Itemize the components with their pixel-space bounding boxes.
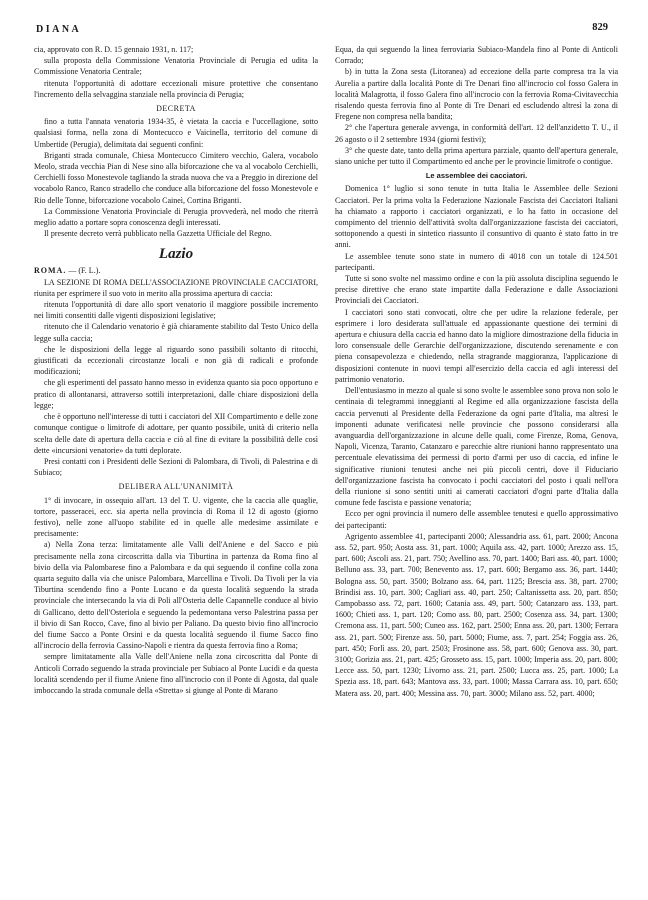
paragraph: ritenuto che il Calendario venatorio è già chiaramente stabilito dal Testo Unico della legge sulla caccia; bbox=[34, 322, 318, 343]
paragraph: 1° di invocare, in ossequio all'art. 13 del T. U. vigente, che la caccia alle quaglie, tortore, passeracei, ecc. sia aperta nella provincia di Roma il 12 di agosto (giorno festivo), nelle zone all'uopo stabilite ed in quelle alle medesime assimilate e precisamente: bbox=[34, 495, 318, 539]
paragraph: sulla proposta della Commissione Venatoria Provinciale di Perugia ed udita la Commissione Venatoria Centrale; bbox=[34, 56, 318, 77]
paragraph: ritenuta l'opportunità di dare allo sport venatorio il maggiore possibile incremento nei limiti consentiti dalle vigenti disposizioni legislative; bbox=[34, 300, 318, 321]
paragraph: I cacciatori sono stati convocati, oltre che per udire la relazione federale, per esprimere i loro desiderata sull'attuale ed appassionante questione dei termini di apertura e chiusura della caccia ed hanno dato la migliore dimostrazione della fiducia in loro consensuale delle Gerarchie dell'organizzazione, discutendo serenamente e con piena consapevolezza e chiedendo, nella stragrande maggioranza, l'applicazione di disposizioni contenute in nuovi tempi all'esercizio della caccia ed agli interessi del patrimonio venatorio. bbox=[335, 307, 618, 384]
paragraph: LA SEZIONE DI ROMA DELL'ASSOCIAZIONE PROVINCIALE CACCIATORI, riunita per esprimere il suo voto in merito alla prossima apertura di caccia: bbox=[34, 277, 318, 298]
paragraph: Presi contatti con i Presidenti delle Sezioni di Palombara, di Tivoli, di Palestrina e di Subiaco; bbox=[34, 456, 318, 478]
paragraph: cia, approvato con R. D. 15 gennaio 1931, n. 117; bbox=[34, 45, 194, 54]
paragraph: a) Nella Zona terza: limitatamente alle Valli dell'Aniene e del Sacco e più precisamente nella zona circoscritta dalla via Tiburtina in partenza da Roma fino al bivio della via Palombarese fino a Palombara e da qui seguendo il confine colla zona quarta seguito dalla via che unisce Palombara, Marcellina e Tivoli. Da Tivoli per la via Tiburtina scendendo fino a Ponte Lucano e da questa località seguendo la strada provinciale che intersecando la via di Poli all'Osteria delle Capannelle conduce al bivio di Gallicano, detto dell'Osteriola e seguendo la pedemontana verso Palestrina passa per il bivio di San Rocco, Cave, fino al bivio per Paliano. Da questo bivio fino all'incrocio del fiume Sacco a Ponte Orsini e da questa località seguendo il fiume Sacco fino all'incrocio della ferrovia Cassino-Napoli e rientra da questa ferrovia fino a Roma; bbox=[34, 540, 318, 651]
paragraph: che è opportuno nell'interesse di tutti i cacciatori del XII Compartimento e delle zone comunque contigue o limitrofe di adottare, per quanto possibile, unità di criterio nella scelta delle date di apertura della caccia e ciò al fine di evitare la possibilità delle così dette «incursioni venatorie» da tutti deplorate. bbox=[34, 412, 318, 455]
page-number: 829 bbox=[592, 22, 608, 33]
right-column bbox=[335, 44, 618, 896]
paragraph: Tutte si sono svolte nel massimo ordine e con la più assoluta disciplina seguendo le precise direttive che erano state impartite dalla Federazione e dalle Associazioni Provinciali dei Cacciatori. bbox=[335, 274, 618, 306]
paragraph: 2° che l'apertura generale avvenga, in conformità dell'art. 12 dell'anzidetto T. U., il 26 agosto o il 2 settembre 1934 (giorni festivi); bbox=[335, 123, 618, 144]
place-source: — (F. L.). bbox=[66, 266, 101, 276]
place-line bbox=[34, 265, 318, 276]
paragraph: ritenuta l'opportunità di adottare eccezionali misure protettive che consentano l'incremento della selvaggina stanziale nella provincia di Perugia; bbox=[34, 78, 318, 99]
paragraph: che le disposizioni della legge al riguardo sono passibili soltanto di ritocchi, giustificati da eccezionali circostanze locali e non già di radicali e profonde modificazioni; bbox=[34, 344, 318, 377]
paragraph: Briganti strada comunale, Chiesa Montecucco Cimitero vecchio, Galera, vocabolo Meolo, strada vecchia Pian di Nese sino alla biforcazione che va al vocabolo Cerchielli, Cerchielli fosso Monestevole tagliando la strada nuova che va a Preggio in direzione del vocabolo Ranco, Ranco stradello che conduce alla biforcazione del fosso Monestevole e Rio delle Tonne, biforcazione vocabolo Caineì, Cortina Briganti. bbox=[34, 150, 318, 205]
paragraph: Dell'entusiasmo in mezzo al quale si sono svolte le assemblee sono prova non solo le centinaia di telegrammi inneggianti al Regime ed alla organizzazione fascista della caccia pervenuti al Presidente della Federazione da ogni parte d'Italia, ma altresì le imponenti adunate verificatesi nelle provincie che possono considerarsi alla avanguardia dell'organizzazione in alcune delle quali, come Firenze, Roma, Genova, Napoli, Vicenza, Taranto, Catanzaro e parecchie altre riunioni hanno rappresentato una percentuale elevatissima dei permessi di porto d'armi per uso di caccia, ed infine le significative riunioni tenutesi anche nei più piccoli centri, dove il Fiduciario dell'organizzazione fascista ha convocato i pochi cacciatori del posto i quali nell'ora della riunione si sono sentiti uniti ai camerati cacciatori d'ogni parte d'Italia dalla comune fede fascista e passione venatoria; bbox=[335, 386, 618, 508]
article-heading: Le assemblee dei cacciatori. bbox=[425, 171, 528, 181]
section-heading: DECRETA bbox=[156, 104, 196, 114]
running-head-title: DIANA bbox=[36, 24, 82, 35]
paragraph: Domenica 1° luglio si sono tenute in tutta Italia le Assemblee delle Sezioni Cacciatori. Per la prima volta la Federazione Nazionale Fascista dei Cacciatori Italiani ha chiamato a rapporto i cacciatori organizzati, e lo ha fatto in occasione del compimento del triennio dell'attività svolta dall'organizzazione fascista dei cacciatori, sottoponendo a questi in sintetico riassunto il consuntivo di quanto è stato fatto in tre anni. bbox=[335, 184, 618, 250]
paragraph: Le assemblee tenute sono state in numero di 4018 con un totale di 124.501 partecipanti. bbox=[335, 251, 618, 272]
paragraph: fino a tutta l'annata venatoria 1934-35, è vietata la caccia e l'uccellagione, sotto qualsiasi forma, nella zona di Montecucco e Vaicinella, territorio del comune di Umbertide (Perugia), delimitata dai seguenti confini: bbox=[34, 117, 318, 149]
place-name: ROMA. bbox=[34, 266, 67, 276]
paragraph: Il presente decreto verrà pubblicato nella Gazzetta Ufficiale del Regno. bbox=[44, 229, 272, 239]
left-column bbox=[34, 44, 318, 896]
paragraph: La Commissione Venatoria Provinciale di Perugia provvederà, nel modo che riterrà meglio adatto a portare sopra conoscenza degli interessati. bbox=[34, 206, 318, 228]
region-heading: Lazio bbox=[158, 246, 194, 263]
paragraph: sempre limitatamente alla Valle dell'Aniene nella zona circoscritta dal Ponte di Anticoli Corrado seguendo la strada provinciale per Subiaco al Ponte Lucidi e da questa località scendendo per il fiume Aniene fino all'incrocio con il Ponte di Agosta, dal quale imboccando la strada comunale della «Stretta» si giunge al Ponte di Marano bbox=[34, 652, 318, 695]
paragraph: 3° che queste date, tanto della prima apertura parziale, quanto dell'apertura generale, siano uniche per tutto il Compartimento ed anche per le provincie limitrofe o contigue. bbox=[335, 145, 618, 167]
section-heading: DELIBERA ALL'UNANIMITÀ bbox=[118, 482, 234, 492]
paragraph: b) in tutta la Zona sesta (Litoranea) ad eccezione della parte compresa tra la via Aurelia a partire dalla località Ponte di Tre Denari fino all'incrocio col fosso Galera in località Malagrotta, il fosso Galera fino all'incrocio con la ferrovia Roma-Civitavecchia risalendo questa ferrovia fino al Ponte di Tre Denari ed escludendo altresì la zona di Fregene non compresa nella bandita; bbox=[335, 67, 618, 122]
paragraph: Ecco per ogni provincia il numero delle assemblee tenutesi e quello approssimativo dei partecipanti: bbox=[335, 509, 618, 530]
paragraph: che gli esperimenti del passato hanno messo in evidenza quanto sia poco opportuno e pratico di allontanarsi, attraverso sottili interpretazioni, dalle chiare disposizioni della legge; bbox=[34, 378, 318, 410]
paragraph: Agrigento assemblee 41, partecipanti 2000; Alessandria ass. 61, part. 2000; Ancona ass. 52, part. 950; Aosta ass. 31, part. 1000; Aquila ass. 42, part. 1000; Arezzo ass. 15, part. 600; Ascoli ass. 21, part. 750; Avellino ass. 70, part. 1400; Bari ass. 40, part. 1000; Belluno ass. 33, part. 700; Benevento ass. 17, part. 600; Bergamo ass. 36, part. 1440; Bologna ass. 50, part. 3500; Bolzano ass. 64, part. 1125; Brescia ass. 38, part. 2700; Brindisi ass. 10, part. 300; Cagliari ass. 40, part. 250; Caltanissetta ass. 20, part. 850; Campobasso ass. 72, part. 1600; Catania ass. 49, part. 500; Catanzaro ass. 133, part. 1600; Chieti ass. 1, part. 120; Como ass. 80, part. 2500; Cosenza ass. 34, part. 1300; Cremona ass. 11, part. 500; Cuneo ass. 162, part. 2500; Enna ass. 20, part. 1300; Ferrara ass. 21, part. 500; Firenze ass. 50, part. 5000; Fiume, ass. 7, part. 254; Foggia ass. 26, part. 450; Forlì ass. 20, part. 2503; Frosinone ass. 58, part. 600; Genova ass. 30, part. 3100; Gorizia ass. 21, part. 425; Grosseto ass. 15, part. 1000; Imperia ass. 20, part. 800; Lecce ass. 50, part. 1230; Livorno ass. 21, part. 2500; Lucca ass. 25, part. 1000; La Spezia ass. 18, part. 643; Mantova ass. 33, part. 1000; Massa Carrara ass. 10, part. 650; Matera ass. 20, part. 400; Messina ass. 70, part. 3000; Milano ass. 52, part. 4000; bbox=[335, 531, 618, 698]
paragraph: Equa, da qui seguendo la linea ferroviaria Subiaco-Mandela fino al Ponte di Anticoli Corrado; bbox=[335, 45, 618, 66]
